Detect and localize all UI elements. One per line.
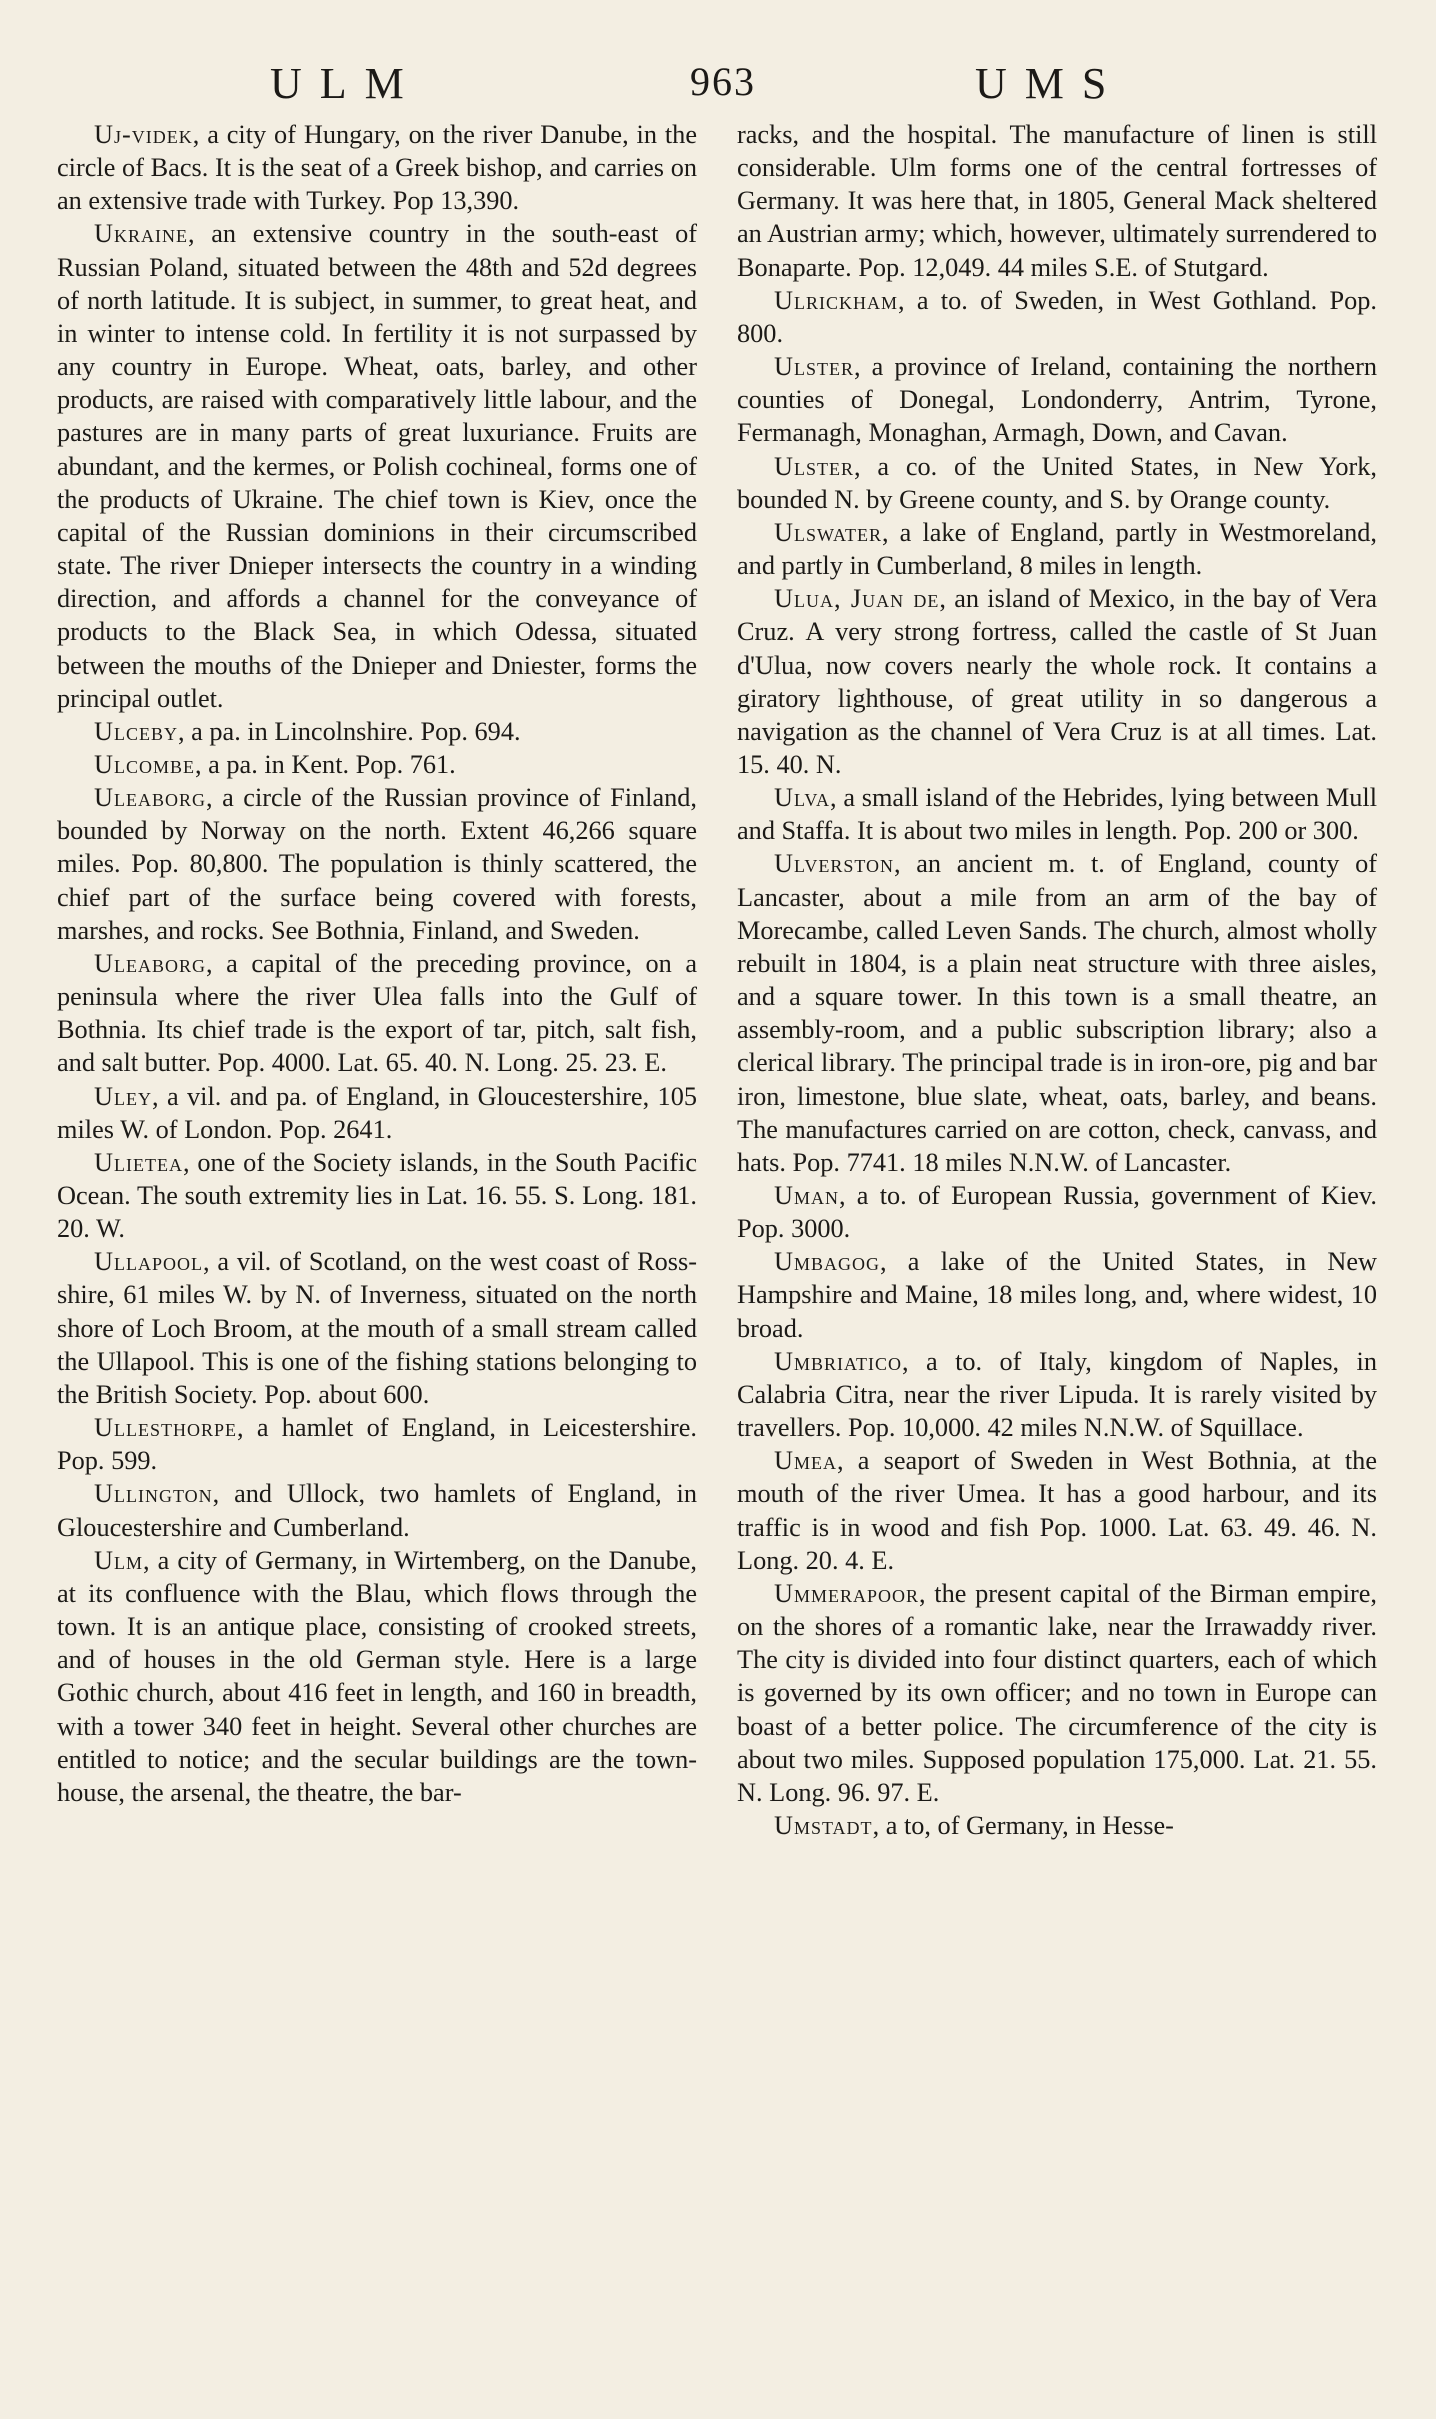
entry-text: , an island of Mexico, in the bay of Vera Cruz. A very strong fortress, called the castle of St Juan d'Ulua, now covers nearly the whole rock. It contains a giratory lighthouse, of great utility in so dangerous a navigation as the channel of Vera Cruz is at all times. Lat. 15. 40. N. — [737, 584, 1378, 779]
entry-headword: Ulcombe — [94, 749, 195, 779]
entry-headword: Ullesthorpe — [94, 1413, 237, 1443]
entry-text: , a lake of England, partly in Westmoreland, and partly in Cumberland, 8 miles in length. — [737, 517, 1377, 581]
entry-headword: Ukraine — [94, 219, 188, 249]
entry-headword: Ummerapoor — [774, 1578, 920, 1608]
entry-text: , a lake of the United States, in New Hampshire and Maine, 18 miles long, and, where widest, 10 broad. — [737, 1247, 1377, 1343]
entry-text: , a city of Hungary, on the river Danube, in the circle of Bacs. It is the seat of a Greek bishop, and carries on an extensive trade with Turkey. Pop 13,390. — [57, 120, 697, 216]
entry-text: , a vil. and pa. of England, in Gloucestershire, 105 miles W. of London. Pop. 2641. — [57, 1081, 697, 1144]
entry-text: , a co. of the United States, in New York, bounded N. by Greene county, and S. by Orange county. — [737, 451, 1377, 514]
dictionary-entry — [737, 1345, 1377, 1444]
dictionary-entry — [737, 350, 1377, 449]
entry-text: , a capital of the preceding province, on a peninsula where the river Ulea falls into the Gulf of Bothnia. Its chief trade is the export of tar, pitch, salt fish, and salt butter. Pop. 4000. Lat. 65. 40. N. Long. 25. 23. E. — [57, 948, 697, 1078]
dictionary-entry — [737, 516, 1377, 582]
dictionary-entry — [57, 1245, 697, 1411]
header-right-guide: UMS — [975, 59, 1125, 108]
entry-text: , a small island of the Hebrides, lying between Mull and Staffa. It is about two miles in length. Pop. 200 or 300. — [737, 783, 1377, 846]
dictionary-entry — [57, 217, 697, 714]
entry-headword: Ulm — [94, 1545, 143, 1575]
page-number: 963 — [690, 59, 756, 104]
entry-text: , a hamlet of England, in Leicestershire. Pop. 599. — [57, 1413, 697, 1476]
entry-headword: Ullapool — [94, 1247, 203, 1277]
dictionary-entry — [737, 1245, 1377, 1344]
entry-text: , a pa. in Lincolnshire. Pop. 694. — [178, 716, 521, 746]
entry-text: , a circle of the Russian province of Finland, bounded by Norway on the north. Extent 46,266 square miles. Pop. 80,800. The population is thinly scattered, the chief part of the surface being covered with forests, marshes, and rocks. See Bothnia, Finland, and Sweden. — [57, 783, 697, 945]
entry-headword: Ulva — [774, 783, 831, 813]
entry-headword: Uley — [94, 1081, 152, 1111]
entry-text: , and Ullock, two hamlets of England, in Gloucestershire and Cumberland. — [57, 1479, 697, 1542]
entry-headword: Uj-videk — [94, 120, 193, 149]
entry-headword: Uleaborg — [94, 948, 206, 978]
entry-headword: Umea — [774, 1446, 837, 1476]
entry-text: , a pa. in Kent. Pop. 761. — [195, 749, 456, 779]
entry-headword: Uleaborg — [94, 783, 206, 813]
entry-headword: Ulverston — [774, 849, 895, 879]
dictionary-entry — [57, 1146, 697, 1245]
dictionary-entry — [737, 1444, 1377, 1577]
entry-headword: Ulietea — [94, 1147, 183, 1177]
entry-text: , a to. of European Russia, government of Kiev. Pop. 3000. — [737, 1181, 1377, 1244]
entry-text: racks, and the hospital. The manufacture of linen is still considerable. Ulm forms one of the central fortresses of Germany. It was here that, in 1805, General Mack sheltered an Austrian army; which, however, ultimately surrendered to Bonaparte. Pop. 12,049. 44 miles S.E. of Stutgard. — [737, 120, 1377, 282]
dictionary-entry — [737, 1809, 1377, 1842]
dictionary-entry — [57, 1411, 697, 1477]
entry-headword: Ullington — [94, 1479, 213, 1509]
left-column — [57, 118, 697, 1809]
entry-headword: Ulswater — [774, 517, 882, 547]
entry-headword: Umbriatico — [774, 1346, 902, 1376]
entry-text: , a seaport of Sweden in West Bothnia, at the mouth of the river Umea. It has a good harbour, and its traffic is in wood and fish Pop. 1000. Lat. 63. 49. 46. N. Long. 20. 4. E. — [737, 1446, 1377, 1575]
dictionary-entry — [737, 781, 1377, 847]
entry-text: , a to. of Sweden, in West Gothland. Pop. 800. — [737, 285, 1377, 348]
right-column — [737, 118, 1377, 1842]
dictionary-entry — [57, 1080, 697, 1146]
dictionary-entry — [57, 715, 697, 748]
dictionary-entry — [737, 1577, 1377, 1809]
dictionary-entry — [57, 781, 697, 947]
entry-text: , a to. of Italy, kingdom of Naples, in Calabria Citra, near the river Lipuda. It is rarely visited by travellers. Pop. 10,000. 42 miles N.N.W. of Squillace. — [737, 1346, 1377, 1443]
dictionary-entry — [57, 1477, 697, 1543]
entry-headword: Uman — [774, 1181, 839, 1210]
dictionary-entry — [737, 450, 1377, 516]
entry-headword: Umstadt — [774, 1810, 873, 1840]
entry-headword: Ulua, Juan de — [774, 584, 940, 614]
entry-headword: Ulster — [774, 451, 854, 481]
entry-text: , a vil. of Scotland, on the west coast of Ross-shire, 61 miles W. by N. of Inverness, situated on the north shore of Loch Broom, at the mouth of a small stream called the Ullapool. This is one of the fishing stations belonging to the British Society. Pop. about 600. — [57, 1247, 697, 1409]
entry-headword: Ulster — [774, 352, 854, 382]
entry-headword: Ulceby — [94, 716, 178, 746]
entry-text: , a province of Ireland, containing the northern counties of Donegal, Londonderry, Antrim, Tyrone, Fermanagh, Monaghan, Armagh, Down, and Cavan. — [737, 352, 1377, 448]
entry-text: , one of the Society islands, in the South Pacific Ocean. The south extremity lies in Lat. 16. 55. S. Long. 181. 20. W. — [57, 1147, 697, 1244]
dictionary-entry — [57, 947, 697, 1080]
entry-headword: Umbagog — [774, 1247, 880, 1277]
entry-text: , a to, of Germany, in Hesse- — [872, 1810, 1174, 1840]
dictionary-entry — [737, 1179, 1377, 1245]
header-left-guide: ULM — [270, 59, 422, 108]
entry-text: , a city of Germany, in Wirtemberg, on the Danube, at its confluence with the Blau, which flows through the town. It is an antique place, consisting of crooked streets, and of houses in the old German style. Here is a large Gothic church, about 416 feet in length, and 160 in breadth, with a tower 340 feet in height. Several other churches are entitled to notice; and the secular buildings are the town-house, the arsenal, the theatre, the bar- — [57, 1545, 697, 1807]
dictionary-entry — [737, 284, 1377, 350]
entry-headword: Ulrickham — [774, 285, 898, 315]
dictionary-entry — [737, 847, 1377, 1179]
dictionary-entry — [737, 582, 1377, 781]
entry-text: , an extensive country in the south-east of Russian Poland, situated between the 48th and 52d degrees of north latitude. It is subject, in summer, to great heat, and in winter to intense cold. In fertility it is not surpassed by any country in Europe. Wheat, oats, barley, and other products, are raised with comparatively little labour, and the pastures are in many parts of great luxuriance. Fruits are abundant, and the kermes, or Polish cochineal, forms one of the products of Ukraine. The chief town is Kiev, once the capital of the Russian dominions in their circumscribed state. The river Dnieper intersects the country in a winding direction, and affords a channel for the conveyance of products to the Black Sea, in which Odessa, situated between the mouths of the Dnieper and Dniester, forms the principal outlet. — [57, 219, 697, 713]
dictionary-entry — [57, 748, 697, 781]
running-header — [60, 58, 1390, 118]
dictionary-entry — [737, 118, 1377, 284]
entry-text: , an ancient m. t. of England, county of Lancaster, about a mile from an arm of the bay of Morecambe, called Leven Sands. The church, almost wholly rebuilt in 1804, is a plain neat structure with three aisles, and a square tower. In this town is a small theatre, an assembly-room, and a public subscription library; also a clerical library. The principal trade is in iron-ore, pig and bar iron, limestone, blue slate, wheat, oats, barley, and beans. The manufactures carried on are cotton, check, canvass, and hats. Pop. 7741. 18 miles N.N.W. of Lancaster. — [737, 849, 1377, 1177]
entry-text: , the present capital of the Birman empire, on the shores of a romantic lake, near the Irrawaddy river. The city is divided into four distinct quarters, each of which is governed by its own officer; and no town in Europe can boast of a better police. The circumference of the city is about two miles. Supposed population 175,000. Lat. 21. 55. N. Long. 96. 97. E. — [737, 1578, 1377, 1807]
dictionary-entry — [57, 118, 697, 217]
dictionary-entry — [57, 1544, 697, 1809]
